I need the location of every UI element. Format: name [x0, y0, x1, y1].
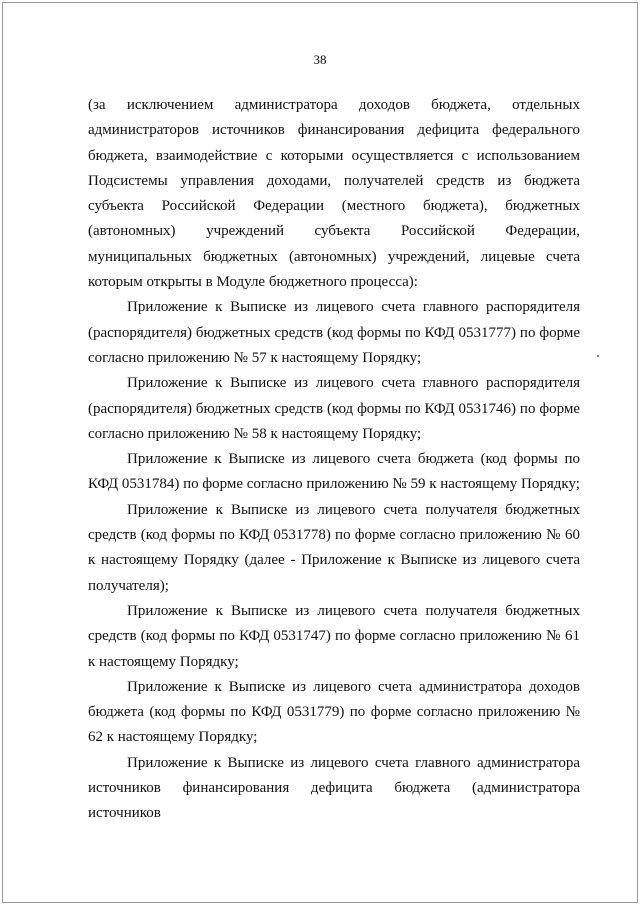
paragraph-appendix-61: Приложение к Выписке из лицевого счета получателя бюджетных средств (код формы по КФД 0531747) по форме согласно приложению № 61 к настоящему Порядку; [88, 602, 580, 670]
paragraph-appendix-58: Приложение к Выписке из лицевого счета главного распорядителя (распорядителя) бюджетных средств (код формы по КФД 0531746) по форме согласно приложению № 58 к настоящему Порядку; [88, 375, 580, 442]
page-number: 38 [313, 52, 327, 67]
paragraph-appendix-62: Приложение к Выписке из лицевого счета администратора доходов бюджета (код формы по КФД 0531779) по форме согласно приложению № 62 к настоящему Порядку; [88, 678, 580, 746]
document-body [88, 93, 580, 827]
scan-speck [597, 355, 599, 357]
paragraph-appendix-continued: Приложение к Выписке из лицевого счета главного администратора источников финансирования дефицита бюджета (администратора источников [88, 754, 580, 822]
paragraph-appendix-59: Приложение к Выписке из лицевого счета бюджета (код формы по КФД 0531784) по форме согласно приложению № 59 к настоящему Порядку; [88, 451, 580, 493]
paragraph-appendix-57: Приложение к Выписке из лицевого счета главного распорядителя (распорядителя) бюджетных средств (код формы по КФД 0531777) по форме согласно приложению № 57 к настоящему Порядку; [88, 299, 580, 366]
paragraph-appendix-60: Приложение к Выписке из лицевого счета получателя бюджетных средств (код формы по КФД 0531778) по форме согласно приложению № 60 к настоящему Порядку (далее - Приложение к Выписке из лицевого счета получателя); [88, 501, 580, 594]
paragraph-intro: (за исключением администратора доходов бюджета, отдельных администраторов источников финансирования дефицита федерального бюджета, взаимодействие с которыми осуществляется с использованием Подсистемы управления доходами, получателей средств из бюджета субъекта Российской Федерации (местного бюджета), бюджетных (автономных) учреждений субъекта Российской Федерации, муниципальных бюджетных (автономных) учреждений, лицевые счета которым открыты в Модуле бюджетного процесса): [88, 97, 580, 291]
